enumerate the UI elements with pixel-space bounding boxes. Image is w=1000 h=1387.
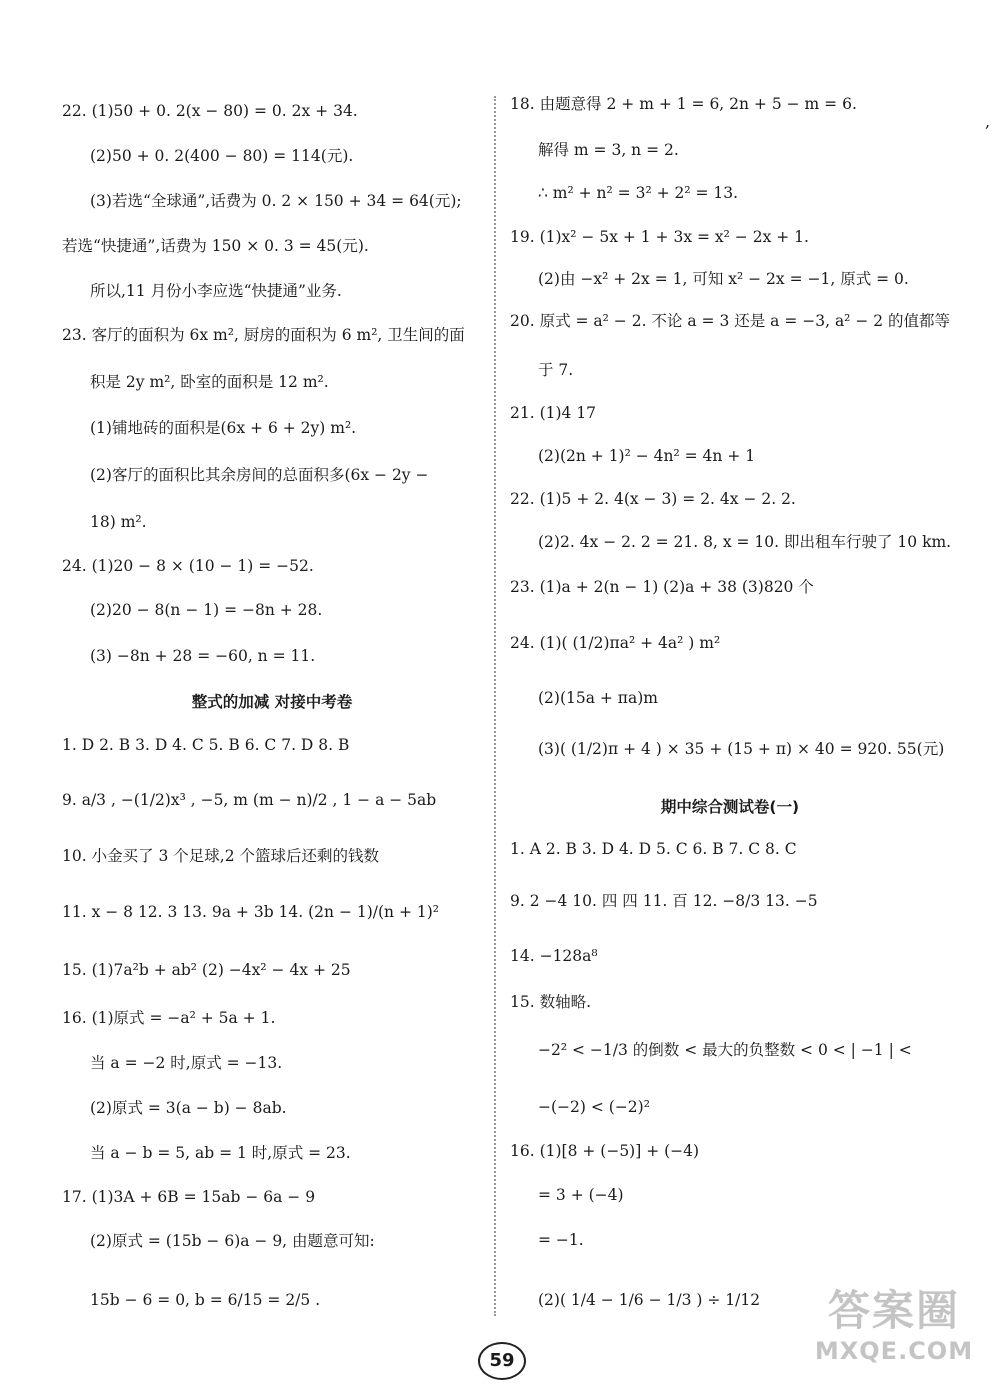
answer-line: 9. 2 −4 10. 四 四 11. 百 12. −8/3 13. −5 (510, 892, 818, 910)
answer-line: (2)(15a + πa)m (538, 689, 658, 707)
answer-line: (1)铺地砖的面积是(6x + 6 + 2y) m². (90, 419, 357, 437)
answer-line: 15. 数轴略. (510, 993, 592, 1011)
answer-line: (2)由 −x² + 2x = 1, 可知 x² − 2x = −1, 原式 = 0. (538, 270, 909, 288)
edge-mark: , (985, 112, 991, 131)
answer-line: 16. (1)原式 = −a² + 5a + 1. (62, 1009, 276, 1027)
answer-line: 24. (1)( (1/2)πa² + 4a² ) m² (510, 634, 721, 652)
answer-line: 15b − 6 = 0, b = 6/15 = 2/5 . (90, 1291, 321, 1309)
answer-line: 21. (1)4 17 (510, 404, 597, 422)
column-divider (494, 96, 496, 1316)
answer-line: 22. (1)5 + 2. 4(x − 3) = 2. 4x − 2. 2. (510, 490, 796, 508)
answer-line: 所以,11 月份小李应选“快捷通”业务. (90, 282, 342, 300)
answer-line: 10. 小金买了 3 个足球,2 个篮球后还剩的钱数 (62, 847, 380, 865)
answer-line: = 3 + (−4) (538, 1186, 624, 1204)
answer-line: 14. −128a⁸ (510, 947, 598, 965)
answer-line: −(−2) < (−2)² (538, 1098, 650, 1116)
watermark-text-top: 答案圈 (827, 1286, 960, 1335)
answer-line: 9. a/3 , −(1/2)x³ , −5, m (m − n)/2 , 1 − a − 5ab (62, 791, 437, 809)
watermark-logo (794, 1286, 994, 1381)
answer-line: 1. A 2. B 3. D 4. D 5. C 6. B 7. C 8. C (510, 840, 797, 858)
answer-line: 19. (1)x² − 5x + 1 + 3x = x² − 2x + 1. (510, 228, 809, 246)
answer-line: 18) m². (90, 513, 147, 531)
page-number: 59 (478, 1342, 526, 1380)
answer-line: = −1. (538, 1231, 584, 1249)
section-heading: 期中综合测试卷(一) (660, 798, 800, 816)
answer-line: 23. (1)a + 2(n − 1) (2)a + 38 (3)820 个 (510, 578, 814, 596)
answer-line: 1. D 2. B 3. D 4. C 5. B 6. C 7. D 8. B (62, 736, 350, 754)
answer-line: 18. 由题意得 2 + m + 1 = 6, 2n + 5 − m = 6. (510, 95, 857, 113)
answer-line: 当 a − b = 5, ab = 1 时,原式 = 23. (90, 1144, 351, 1162)
answer-line: ∴ m² + n² = 3² + 2² = 13. (538, 184, 739, 202)
answer-line: (2)20 − 8(n − 1) = −8n + 28. (90, 601, 323, 619)
answer-line: −2² < −1/3 的倒数 < 最大的负整数 < 0 < | −1 | < (538, 1041, 912, 1059)
answer-line: (2)( 1/4 − 1/6 − 1/3 ) ÷ 1/12 (538, 1291, 761, 1309)
answer-line: 22. (1)50 + 0. 2(x − 80) = 0. 2x + 34. (62, 102, 358, 120)
answer-line: 17. (1)3A + 6B = 15ab − 6a − 9 (62, 1188, 316, 1206)
answer-line: 解得 m = 3, n = 2. (538, 141, 679, 159)
answer-line: 若选“快捷通”,话费为 150 × 0. 3 = 45(元). (62, 237, 369, 255)
answer-line: 积是 2y m², 卧室的面积是 12 m². (90, 373, 329, 391)
watermark-text-bottom: MXQE.COM (814, 1337, 974, 1365)
section-heading: 整式的加减 对接中考卷 (191, 693, 353, 711)
answer-line: (3)( (1/2)π + 4 ) × 35 + (15 + π) × 40 = 920. 55(元) (538, 740, 945, 758)
answer-line: 11. x − 8 12. 3 13. 9a + 3b 14. (2n − 1)/(n + 1)² (62, 903, 439, 921)
answer-line: (2)(2n + 1)² − 4n² = 4n + 1 (538, 447, 756, 465)
answer-line: 20. 原式 = a² − 2. 不论 a = 3 还是 a = −3, a² − 2 的值都等 (510, 312, 951, 330)
answer-line: (2)原式 = (15b − 6)a − 9, 由题意可知: (90, 1232, 375, 1250)
answer-line: 24. (1)20 − 8 × (10 − 1) = −52. (62, 557, 314, 575)
answer-line: (2)2. 4x − 2. 2 = 21. 8, x = 10. 即出租车行驶了 10 km. (538, 533, 952, 551)
answer-line: (2)原式 = 3(a − b) − 8ab. (90, 1099, 287, 1117)
answer-line: 于 7. (538, 361, 574, 379)
answer-line: 16. (1)[8 + (−5)] + (−4) (510, 1142, 700, 1160)
answer-line: (2)客厅的面积比其余房间的总面积多(6x − 2y − (90, 466, 429, 484)
answer-line: (3) −8n + 28 = −60, n = 11. (90, 647, 316, 665)
answer-line: (2)50 + 0. 2(400 − 80) = 114(元). (90, 147, 354, 165)
answer-line: 当 a = −2 时,原式 = −13. (90, 1054, 283, 1072)
answer-line: 23. 客厅的面积为 6x m², 厨房的面积为 6 m², 卫生间的面 (62, 326, 465, 344)
answer-line: (3)若选“全球通”,话费为 0. 2 × 150 + 34 = 64(元); (90, 192, 462, 210)
answer-line: 15. (1)7a²b + ab² (2) −4x² − 4x + 25 (62, 961, 351, 979)
